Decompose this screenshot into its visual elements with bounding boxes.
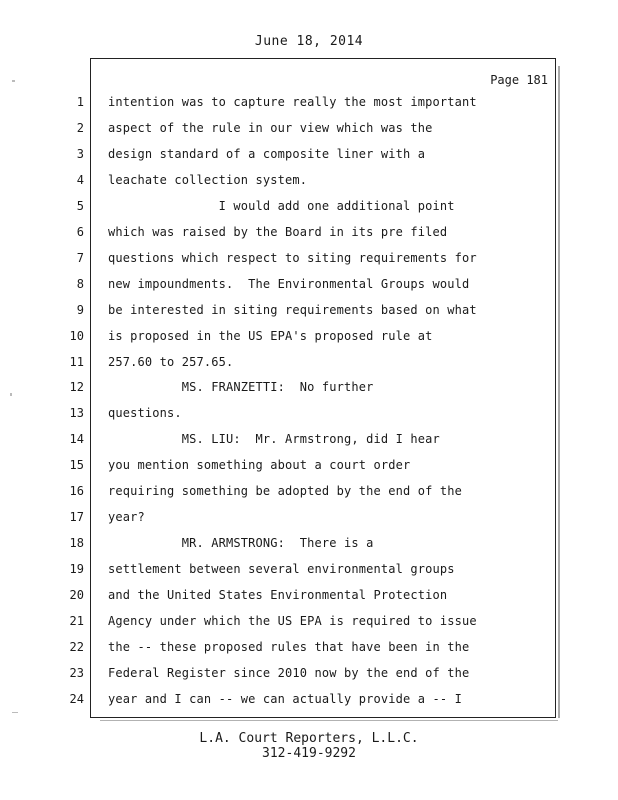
line-number: 22 bbox=[69, 640, 84, 654]
line-number: 14 bbox=[69, 432, 84, 446]
line-number: 11 bbox=[69, 355, 84, 369]
transcript-line: design standard of a composite liner with a bbox=[108, 147, 426, 161]
line-number: 17 bbox=[69, 510, 84, 524]
transcript-line: Federal Register since 2010 now by the end of the bbox=[108, 666, 470, 680]
scan-speck bbox=[12, 80, 15, 82]
line-number: 3 bbox=[76, 147, 84, 161]
transcript-line: be interested in siting requirements based on what bbox=[108, 303, 477, 317]
line-number: 18 bbox=[69, 536, 84, 550]
scan-speck bbox=[10, 393, 12, 396]
transcript-line: new impoundments. The Environmental Groups would bbox=[108, 277, 470, 291]
page-number: Page 181 bbox=[490, 73, 548, 87]
transcript-line: MR. ARMSTRONG: There is a bbox=[108, 536, 374, 550]
transcript-line: settlement between several environmental groups bbox=[108, 562, 455, 576]
transcript-date: June 18, 2014 bbox=[254, 34, 364, 49]
transcript-line: leachate collection system. bbox=[108, 173, 308, 187]
frame-shadow-bottom bbox=[100, 720, 558, 721]
transcript-line: I would add one additional point bbox=[108, 199, 455, 213]
transcript-line: MS. FRANZETTI: No further bbox=[108, 380, 374, 394]
line-number: 10 bbox=[69, 329, 84, 343]
transcript-line: questions which respect to siting requirements for bbox=[108, 251, 477, 265]
line-number: 19 bbox=[69, 562, 84, 576]
line-number: 23 bbox=[69, 666, 84, 680]
transcript-line: is proposed in the US EPA's proposed rule at bbox=[108, 329, 433, 343]
transcript-line: questions. bbox=[108, 406, 182, 420]
transcript-line: 257.60 to 257.65. bbox=[108, 355, 234, 369]
transcript-line: MS. LIU: Mr. Armstrong, did I hear bbox=[108, 432, 440, 446]
line-number: 5 bbox=[76, 199, 84, 213]
transcript-line: year? bbox=[108, 510, 145, 524]
transcript-line: Agency under which the US EPA is required to issue bbox=[108, 614, 477, 628]
line-number: 7 bbox=[76, 251, 84, 265]
line-number: 20 bbox=[69, 588, 84, 602]
frame-shadow bbox=[558, 66, 560, 718]
line-number: 6 bbox=[76, 225, 84, 239]
transcript-line: which was raised by the Board in its pre filed bbox=[108, 225, 448, 239]
scan-speck bbox=[12, 712, 18, 713]
court-reporter-name: L.A. Court Reporters, L.L.C. bbox=[199, 731, 419, 746]
transcript-line: the -- these proposed rules that have been in the bbox=[108, 640, 470, 654]
footer bbox=[0, 731, 618, 761]
transcript-line: year and I can -- we can actually provide a -- I bbox=[108, 692, 462, 706]
line-number: 8 bbox=[76, 277, 84, 291]
line-number: 15 bbox=[69, 458, 84, 472]
transcript-line: requiring something be adopted by the end of the bbox=[108, 484, 462, 498]
court-reporter-phone: 312-419-9292 bbox=[262, 746, 356, 761]
line-number: 1 bbox=[76, 95, 84, 109]
line-number: 2 bbox=[76, 121, 84, 135]
line-number: 12 bbox=[69, 380, 84, 394]
transcript-line: you mention something about a court order bbox=[108, 458, 411, 472]
transcript-line: intention was to capture really the most important bbox=[108, 95, 477, 109]
line-number: 13 bbox=[69, 406, 84, 420]
line-number: 4 bbox=[76, 173, 84, 187]
line-number: 16 bbox=[69, 484, 84, 498]
line-number: 9 bbox=[76, 303, 84, 317]
line-number: 21 bbox=[69, 614, 84, 628]
line-number: 24 bbox=[69, 692, 84, 706]
transcript-line: aspect of the rule in our view which was the bbox=[108, 121, 433, 135]
transcript-line: and the United States Environmental Protection bbox=[108, 588, 448, 602]
